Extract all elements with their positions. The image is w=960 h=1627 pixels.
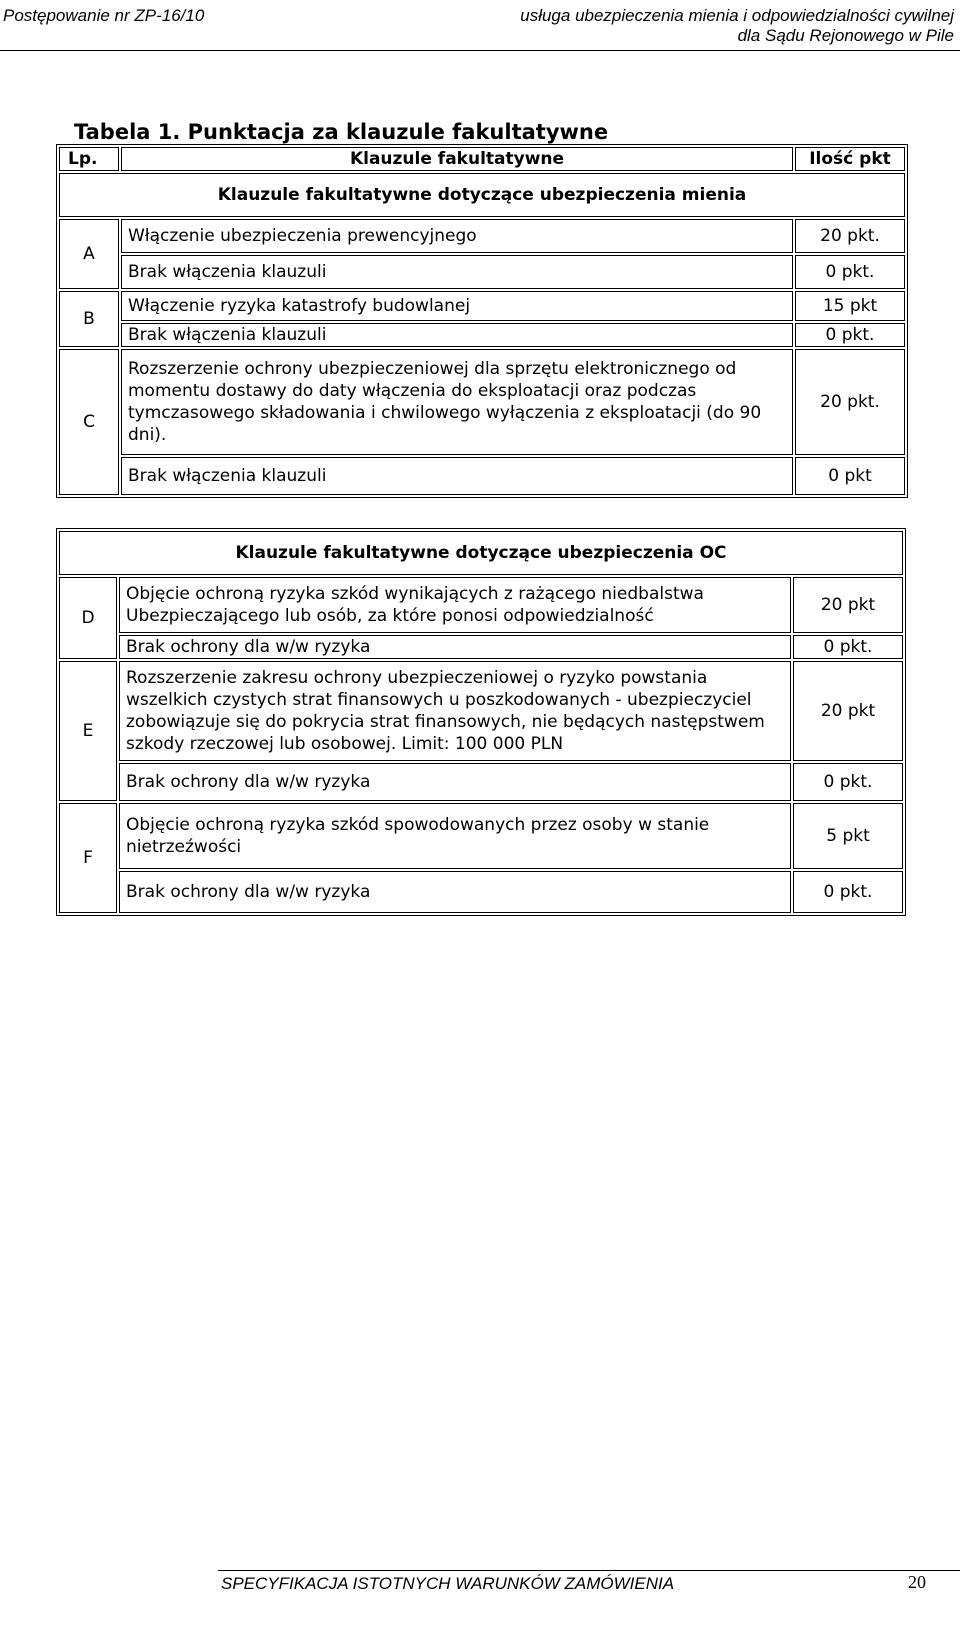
clause-b-none-points: 0 pkt. [795,323,905,347]
clause-e-points: 20 pkt [793,661,903,761]
clause-b-option: Włączenie ryzyka katastrofy budowlanej [121,291,793,321]
footer-title: SPECYFIKACJA ISTOTNYCH WARUNKÓW ZAMÓWIENIA [221,1574,675,1593]
table-row [59,291,905,321]
clause-b-points: 15 pkt [795,291,905,321]
table-row [59,635,903,659]
clause-c-points: 20 pkt. [795,349,905,455]
row-label-c: C [59,349,119,495]
column-header-lp: Lp. [59,147,119,171]
header-subject-line1: usługa ubezpieczenia mienia i odpowiedzialności cywilnej [520,6,954,25]
section-row-liability [59,531,903,575]
property-clauses-table [56,144,908,498]
clause-d-none: Brak ochrony dla w/w ryzyka [119,635,791,659]
clause-c-option: Rozszerzenie ochrony ubezpieczeniowej dla sprzętu elektronicznego od momentu dostawy do daty włączenia do eksploatacji oraz podczas tymczasowego składowania i chwilowego wyłączenia z eksploatacji (do 90 dni). [121,349,793,455]
table-row [59,349,905,455]
table-row [59,219,905,253]
table-row [59,457,905,495]
clause-c-none-points: 0 pkt [795,457,905,495]
column-header-clauses: Klauzule fakultatywne [121,147,793,171]
clause-e-none: Brak ochrony dla w/w ryzyka [119,763,791,801]
section-title-property: Klauzule fakultatywne dotyczące ubezpieczenia mienia [59,173,905,217]
column-header-points: Ilość pkt [795,147,905,171]
table-row [59,803,903,869]
liability-clauses-table [56,528,906,916]
section-title-liability: Klauzule fakultatywne dotyczące ubezpieczenia OC [59,531,903,575]
header-divider [0,50,960,51]
clause-b-none: Brak włączenia klauzuli [121,323,793,347]
clause-f-none: Brak ochrony dla w/w ryzyka [119,871,791,913]
row-label-f: F [59,803,117,913]
clause-f-none-points: 0 pkt. [793,871,903,913]
table-row [59,661,903,761]
table-title: Tabela 1. Punktacja za klauzule fakultatywne [74,120,609,144]
clause-a-none-points: 0 pkt. [795,255,905,289]
clause-f-option: Objęcie ochroną ryzyka szkód spowodowanych przez osoby w stanie nietrzeźwości [119,803,791,869]
section-row-property [59,173,905,217]
row-label-a: A [59,219,119,289]
table-row [59,871,903,913]
row-label-b: B [59,291,119,347]
clause-a-option: Włączenie ubezpieczenia prewencyjnego [121,219,793,253]
header-subject-line2: dla Sądu Rejonowego w Pile [737,26,954,45]
clause-e-none-points: 0 pkt. [793,763,903,801]
clause-e-option: Rozszerzenie zakresu ochrony ubezpieczeniowej o ryzyko powstania wszelkich czystych strat finansowych u poszkodowanych - ubezpieczyciel zobowiązuje się do pokrycia strat finansowych, nie będących następstwem szkody rzeczowej lub osobowej. Limit: 100 000 PLN [119,661,791,761]
header-procedure-number: Postępowanie nr ZP-16/10 [3,6,205,25]
clause-a-points: 20 pkt. [795,219,905,253]
table-row [59,577,903,633]
table-row [59,323,905,347]
clause-d-option: Objęcie ochroną ryzyka szkód wynikających z rażącego niedbalstwa Ubezpieczającego lub osób, za które ponosi odpowiedzialność [119,577,791,633]
clause-c-none: Brak włączenia klauzuli [121,457,793,495]
table-row [59,255,905,289]
row-label-d: D [59,577,117,659]
header-subject [520,6,954,46]
row-label-e: E [59,661,117,801]
clause-d-points: 20 pkt [793,577,903,633]
clause-f-points: 5 pkt [793,803,903,869]
page-number: 20 [908,1572,926,1592]
table-header-row [59,147,905,171]
clause-a-none: Brak włączenia klauzuli [121,255,793,289]
footer-divider [218,1570,960,1571]
clause-d-none-points: 0 pkt. [793,635,903,659]
table-row [59,763,903,801]
